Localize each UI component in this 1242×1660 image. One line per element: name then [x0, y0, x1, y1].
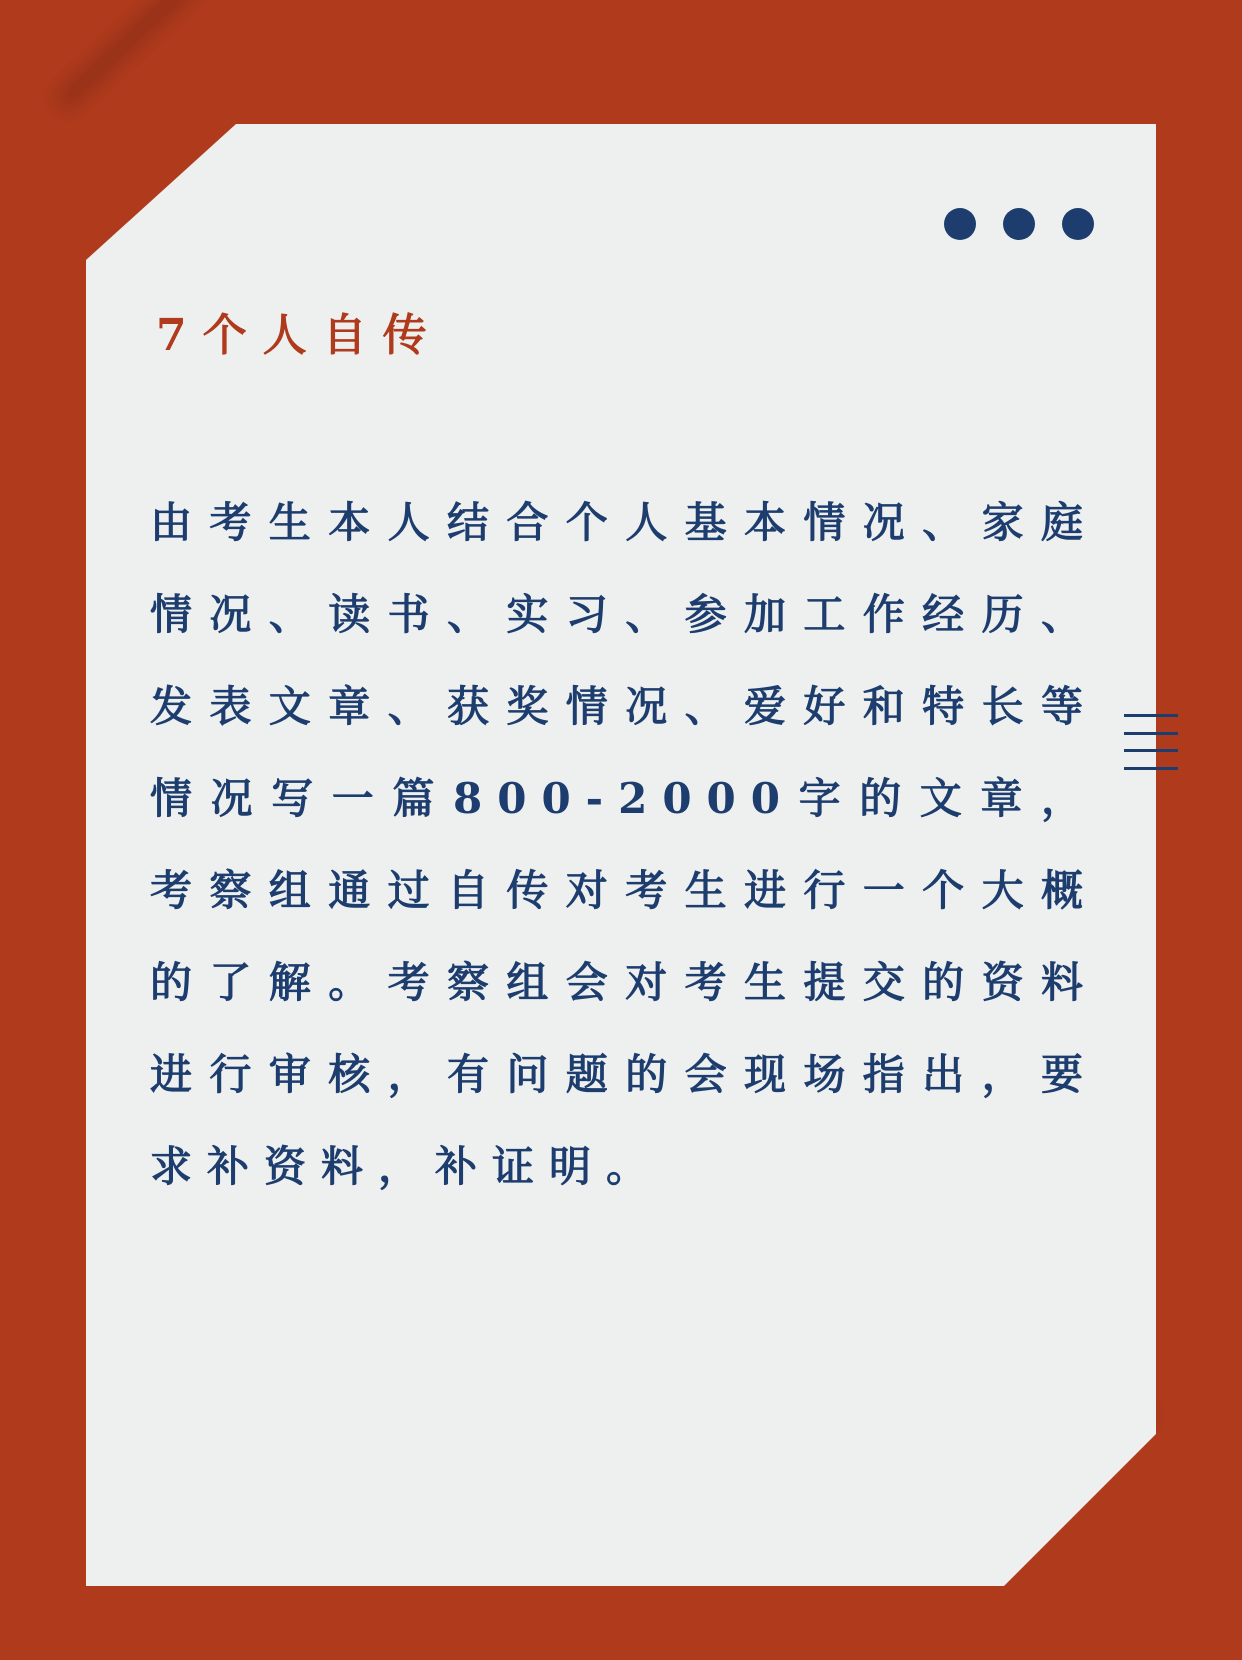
body-paragraph: 由考生本人结合个人基本情况、家庭情况、读书、实习、参加工作经历、发表文章、获奖情况、爱好和特长等情况写一篇800-2000字的文章，考察组通过自传对考生进行一个大概的了解。考察组会对考生提交的资料进行审核，有问题的会现场指出，要求补资料，补证明。 [150, 498, 1098, 1191]
dot-1 [944, 208, 976, 240]
menu-lines-icon [1124, 714, 1178, 770]
corner-fold-shadow-top [53, 0, 235, 112]
three-dots-icon [944, 208, 1094, 240]
section-heading: 7个人自传 [156, 310, 443, 361]
dot-3 [1062, 208, 1094, 240]
dot-2 [1003, 208, 1035, 240]
